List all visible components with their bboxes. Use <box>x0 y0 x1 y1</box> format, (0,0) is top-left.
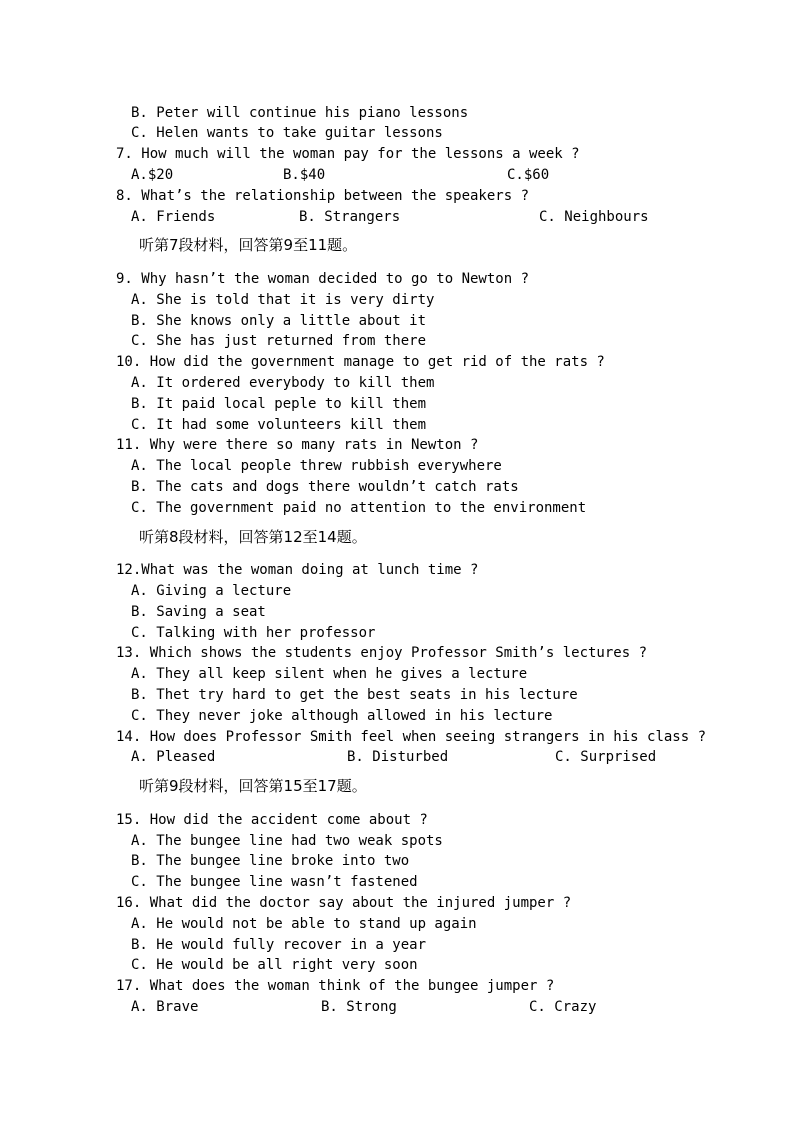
q7-option-b: B.$40 <box>283 167 326 183</box>
question-9: 9. Why hasn’t the woman decided to go to Newton ? <box>116 271 530 287</box>
question-7: 7. How much will the woman pay for the lessons a week ? <box>116 146 580 162</box>
question-17: 17. What does the woman think of the bungee jumper ? <box>116 978 555 994</box>
q10-option-b: B. It paid local peple to kill them <box>131 396 427 412</box>
q11-option-a: A. The local people threw rubbish everywhere <box>131 458 502 474</box>
q13-option-c: C. They never joke although allowed in his lecture <box>131 708 553 724</box>
q12-option-c: C. Talking with her professor <box>131 625 376 641</box>
q9-option-a: A. She is told that it is very dirty <box>131 292 435 308</box>
question-16: 16. What did the doctor say about the injured jumper ? <box>116 895 572 911</box>
q17-options <box>131 997 597 1101</box>
q8-option-b: B. Strangers <box>299 209 401 225</box>
q7-option-a: A.$20 <box>131 167 174 183</box>
q15-option-c: C. The bungee line wasn’t fastened <box>131 874 418 890</box>
q17-option-a: A. Brave <box>131 999 199 1015</box>
question-15: 15. How did the accident come about ? <box>116 812 428 828</box>
q11-option-b: B. The cats and dogs there wouldn’t catch rats <box>131 479 519 495</box>
q14-option-c: C. Surprised <box>555 749 657 765</box>
q6-option-b: B. Peter will continue his piano lessons <box>131 105 469 121</box>
q17-option-b: B. Strong <box>321 999 397 1015</box>
q16-option-a: A. He would not be able to stand up again <box>131 916 477 932</box>
q10-option-a: A. It ordered everybody to kill them <box>131 375 435 391</box>
q9-option-c: C. She has just returned from there <box>131 333 427 349</box>
section-heading-9: 听第9段材料，回答第15至17题。 <box>139 777 367 795</box>
q13-option-b: B. Thet try hard to get the best seats in his lecture <box>131 687 578 703</box>
q14-option-b: B. Disturbed <box>347 749 449 765</box>
q15-option-a: A. The bungee line had two weak spots <box>131 833 443 849</box>
q12-option-a: A. Giving a lecture <box>131 583 292 599</box>
question-12: 12.What was the woman doing at lunch time ? <box>116 562 479 578</box>
question-14: 14. How does Professor Smith feel when seeing strangers in his class ? <box>116 729 707 745</box>
q16-option-b: B. He would fully recover in a year <box>131 937 427 953</box>
q10-option-c: C. It had some volunteers kill them <box>131 417 427 433</box>
q9-option-b: B. She knows only a little about it <box>131 313 427 329</box>
q6-option-c: C. Helen wants to take guitar lessons <box>131 125 443 141</box>
question-8: 8. What’s the relationship between the speakers ? <box>116 188 530 204</box>
q14-option-a: A. Pleased <box>131 749 216 765</box>
q11-option-c: C. The government paid no attention to the environment <box>131 500 587 516</box>
question-10: 10. How did the government manage to get rid of the rats ? <box>116 354 605 370</box>
question-13: 13. Which shows the students enjoy Professor Smith’s lectures ? <box>116 645 648 661</box>
section-heading-8: 听第8段材料，回答第12至14题。 <box>139 528 367 546</box>
q12-option-b: B. Saving a seat <box>131 604 266 620</box>
q17-option-c: C. Crazy <box>529 999 597 1015</box>
q15-option-b: B. The bungee line broke into two <box>131 853 410 869</box>
q16-option-c: C. He would be all right very soon <box>131 957 418 973</box>
question-11: 11. Why were there so many rats in Newton ? <box>116 437 479 453</box>
q13-option-a: A. They all keep silent when he gives a lecture <box>131 666 528 682</box>
q8-option-a: A. Friends <box>131 209 216 225</box>
section-heading-7: 听第7段材料，回答第9至11题。 <box>139 236 358 254</box>
q7-option-c: C.$60 <box>507 167 550 183</box>
q8-option-c: C. Neighbours <box>539 209 649 225</box>
